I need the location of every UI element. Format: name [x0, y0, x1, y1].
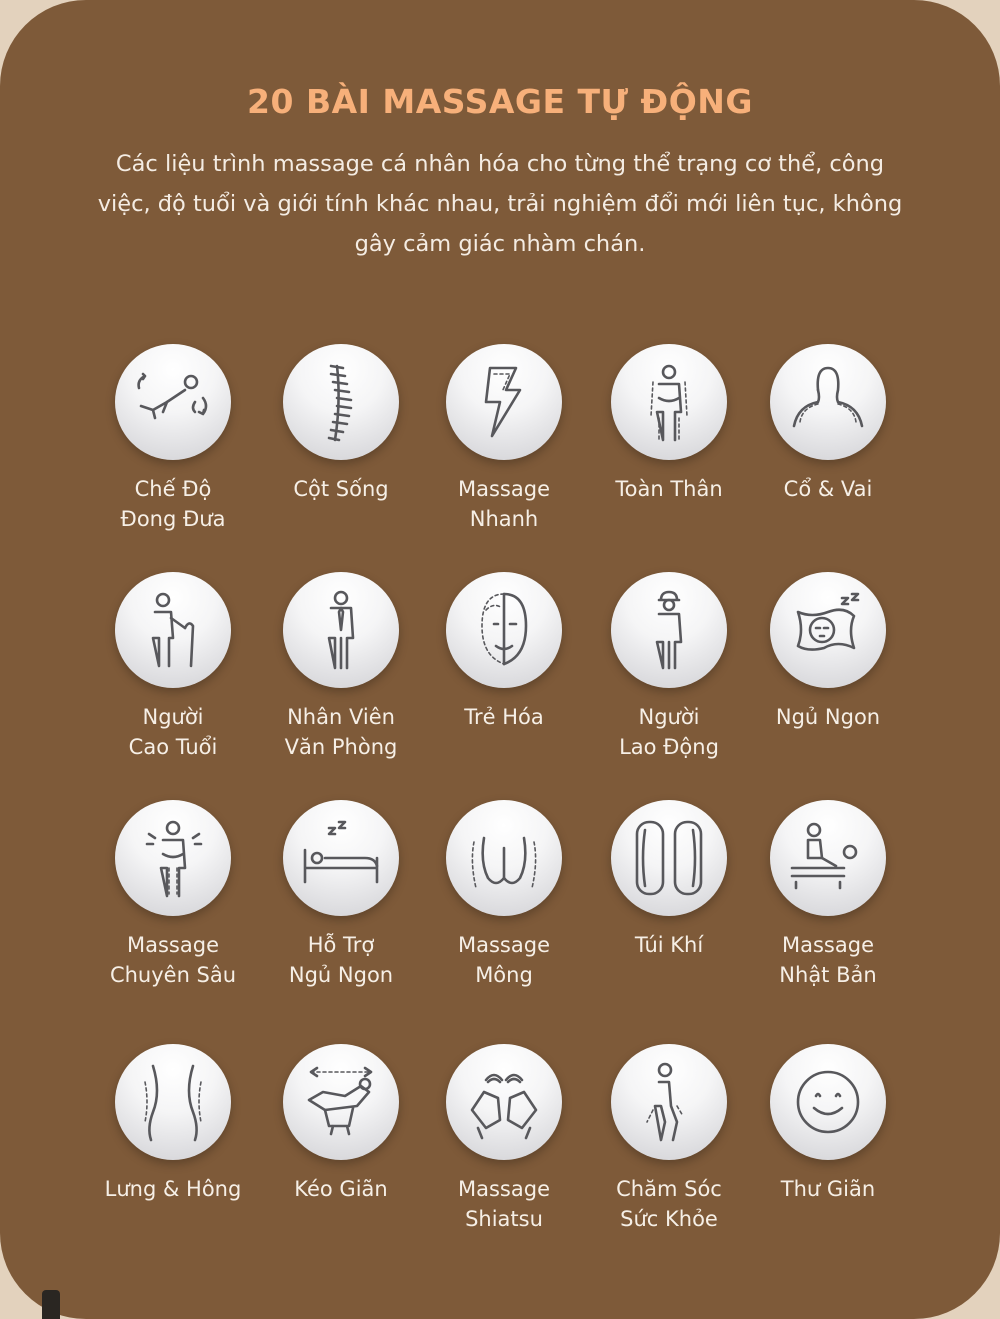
- rocking-recliner-icon: [133, 362, 213, 442]
- item-label: Người Lao Động: [619, 705, 719, 759]
- icon-circle: [446, 1044, 562, 1160]
- icon-circle: [611, 344, 727, 460]
- icon-circle: [115, 572, 231, 688]
- icon-circle: [770, 572, 886, 688]
- icon-circle: [770, 1044, 886, 1160]
- icon-circle: [283, 1044, 399, 1160]
- stretch-chair-icon: [301, 1062, 381, 1142]
- item-label: Cổ & Vai: [783, 477, 873, 501]
- deep-pain-body-icon: [133, 818, 213, 898]
- office-worker-icon: [301, 590, 381, 670]
- spine-icon: [301, 362, 381, 442]
- icon-circle: [283, 800, 399, 916]
- icon-circle: [611, 800, 727, 916]
- item-label: Kéo Giãn: [294, 1177, 388, 1201]
- icon-circle: [446, 572, 562, 688]
- full-body-icon: [629, 362, 709, 442]
- icon-circle: [446, 800, 562, 916]
- item-label: Toàn Thân: [615, 477, 723, 501]
- item-label: Massage Nhanh: [458, 477, 550, 531]
- item-label: Túi Khí: [634, 933, 704, 957]
- item-label: Trẻ Hóa: [464, 705, 544, 729]
- page-title: 20 BÀI MASSAGE TỰ ĐỘNG: [247, 82, 753, 121]
- decorative-edge: [42, 1290, 60, 1319]
- icon-circle: [611, 1044, 727, 1160]
- sleeping-bed-icon: [301, 818, 381, 898]
- airbag-icon: [629, 818, 709, 898]
- buttocks-icon: [464, 818, 544, 898]
- item-label: Chế Độ Đong Đưa: [120, 477, 226, 531]
- laborer-hardhat-icon: [629, 590, 709, 670]
- item-label: Cột Sống: [293, 477, 389, 501]
- page-description: Các liệu trình massage cá nhân hóa cho từng thể trạng cơ thể, công việc, độ tuổi và giới tính khác nhau, trải nghiệm đổi mới liên tục, không gây cảm giác nhàm chán.: [97, 151, 903, 257]
- item-label: Lưng & Hông: [104, 1177, 242, 1201]
- icon-circle: [115, 800, 231, 916]
- icon-circle: [770, 344, 886, 460]
- item-label: Hỗ Trợ Ngủ Ngon: [288, 933, 394, 987]
- item-label: Massage Mông: [458, 933, 550, 987]
- item-label: Chăm Sóc Sức Khỏe: [616, 1177, 722, 1231]
- shiatsu-hands-icon: [464, 1062, 544, 1142]
- icon-circle: [115, 344, 231, 460]
- waist-hip-icon: [133, 1062, 213, 1142]
- elderly-person-icon: [133, 590, 213, 670]
- health-care-walking-icon: [629, 1062, 709, 1142]
- item-label: Massage Chuyên Sâu: [109, 933, 237, 987]
- icon-circle: [446, 344, 562, 460]
- japanese-massage-icon: [788, 818, 868, 898]
- icon-circle: [611, 572, 727, 688]
- smiley-face-icon: [788, 1062, 868, 1142]
- rejuvenation-face-icon: [464, 590, 544, 670]
- item-label: Massage Shiatsu: [458, 1177, 550, 1231]
- sleeping-pillow-icon: [788, 590, 868, 670]
- item-label: Người Cao Tuổi: [128, 705, 218, 759]
- item-label: Nhân Viên Văn Phòng: [284, 705, 398, 759]
- lightning-bolt-icon: [464, 362, 544, 442]
- icon-circle: [283, 344, 399, 460]
- icon-circle: [770, 800, 886, 916]
- icon-circle: [283, 572, 399, 688]
- icon-circle: [115, 1044, 231, 1160]
- neck-shoulder-icon: [788, 362, 868, 442]
- item-label: Thư Giãn: [780, 1177, 876, 1201]
- item-label: Massage Nhật Bản: [779, 933, 877, 987]
- item-label: Ngủ Ngon: [775, 705, 881, 729]
